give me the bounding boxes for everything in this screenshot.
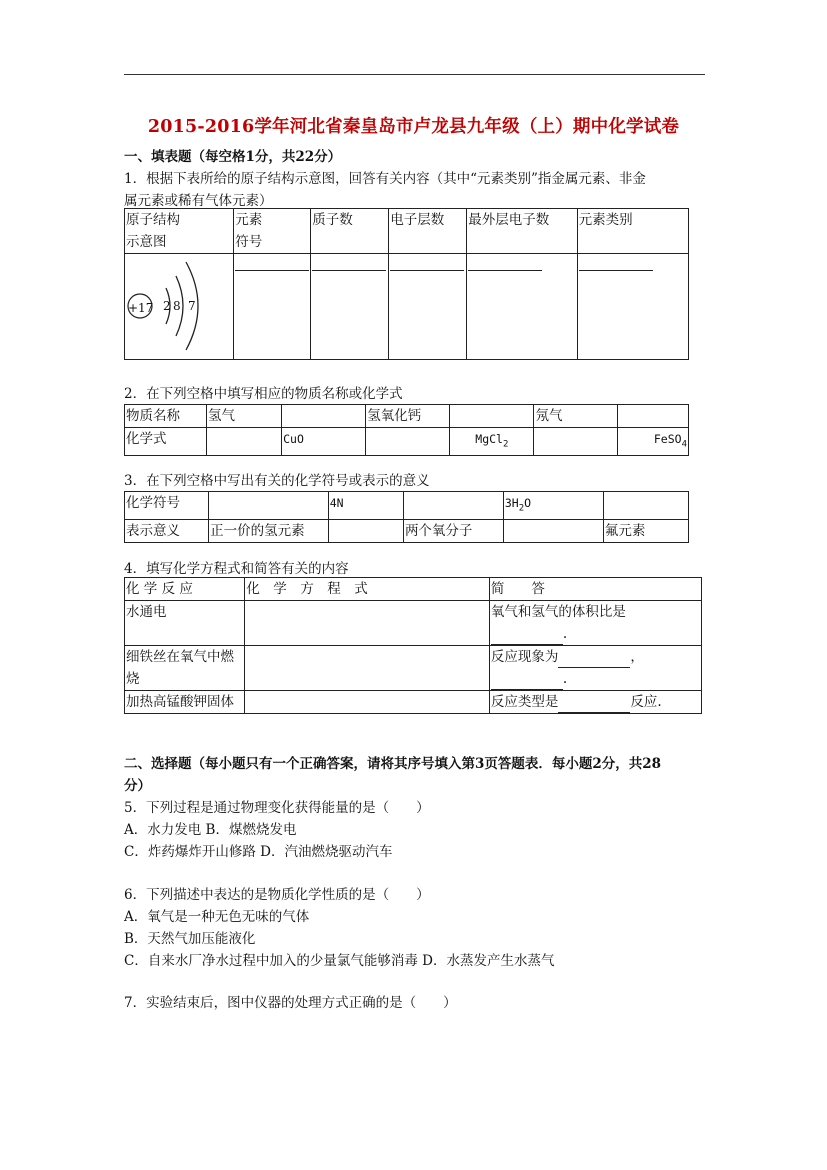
- q3-two-oxygen-molecules: 两个氧分子: [403, 520, 503, 543]
- q2-hydrogen: 氢气: [207, 405, 282, 428]
- q4-reaction-iron: 细铁丝在氧气中燃烧: [125, 646, 245, 691]
- q3-table: [124, 491, 689, 543]
- section1-heading: 一、填表题（每空格1分，共22分）: [124, 149, 342, 165]
- q2-calcium-hydroxide: 氢氧化钙: [366, 405, 450, 428]
- q1-answer-symbol[interactable]: [234, 254, 311, 360]
- q4-header-equation: 化 学 方 程 式: [245, 578, 490, 601]
- q1-atom-diagram-cell: [125, 254, 234, 360]
- q3-3h2o: $3H_2O$: [503, 492, 603, 520]
- q3-blank-meaning-1[interactable]: [328, 520, 403, 543]
- q5-options-cd[interactable]: C．炸药爆炸开山修路 D．汽油燃烧驱动汽车: [124, 844, 393, 860]
- q4-answer-2-comma: ，: [630, 649, 644, 665]
- q4-answer-1-text: 氧气和氢气的体积比是: [490, 604, 626, 620]
- q3-blank-symbol-1[interactable]: [209, 492, 329, 520]
- q1-answer-category[interactable]: [577, 254, 688, 360]
- q2-blank-name-3[interactable]: [618, 405, 689, 428]
- q4-answer-3-text: 反应类型是: [490, 694, 559, 710]
- q2-blank-name-2[interactable]: [450, 405, 534, 428]
- q7-stem: 7．实验结束后，图中仪器的处理方式正确的是（ ）: [124, 995, 457, 1011]
- q1-header-diagram: 原子结构 示意图: [125, 209, 234, 254]
- shell-3-electrons: 7: [188, 299, 196, 313]
- q4-reaction-electrolysis: 水通电: [125, 601, 245, 646]
- q5-stem: 5．下列过程是通过物理变化获得能量的是（ ）: [124, 800, 430, 816]
- q3-label-meaning: 表示意义: [125, 520, 209, 543]
- q5-options-ab[interactable]: A．水力发电 B．煤燃烧发电: [124, 822, 297, 838]
- q6-option-b[interactable]: B．天然气加压能液化: [124, 931, 256, 947]
- exam-title: 2015-2016学年河北省秦皇岛市卢龙县九年级（上）期中化学试卷: [147, 117, 680, 137]
- q3-blank-symbol-2[interactable]: [403, 492, 503, 520]
- q2-feso4: FeSO$_4$: [618, 428, 689, 456]
- q4-answer-1: [489, 601, 701, 646]
- q2-blank-formula-3[interactable]: [534, 428, 618, 456]
- q2-table: [124, 404, 689, 456]
- q1-header-outer-electrons: 最外层电子数: [467, 209, 577, 254]
- q4-header-reaction: 化 学 反 应: [125, 578, 245, 601]
- q4-answer-2-end: .: [562, 671, 568, 687]
- answer-blank[interactable]: [579, 270, 653, 271]
- q4-equation-blank-1[interactable]: [245, 601, 490, 646]
- q2-intro: 2．在下列空格中填写相应的物质名称或化学式: [124, 386, 403, 402]
- atom-nucleus-label: +17: [128, 301, 154, 315]
- answer-blank[interactable]: [491, 675, 563, 690]
- q1-text-line2: 属元素或稀有气体元素）: [124, 193, 273, 209]
- q4-answer-2-text: 反应现象为: [490, 649, 559, 665]
- q2-blank-formula-1[interactable]: [207, 428, 282, 456]
- q3-positive-hydrogen: 正一价的氢元素: [209, 520, 329, 543]
- q4-equation-blank-3[interactable]: [245, 691, 490, 714]
- answer-blank[interactable]: [312, 270, 386, 271]
- q4-intro: 4．填写化学方程式和简答有关的内容: [124, 561, 349, 577]
- q3-blank-meaning-2[interactable]: [503, 520, 603, 543]
- q2-blank-formula-2[interactable]: [366, 428, 450, 456]
- q1-text-line1: 1．根据下表所给的原子结构示意图，回答有关内容（其中“元素类别”指金属元素、非金: [124, 171, 646, 187]
- q1-header-category: 元素类别: [577, 209, 688, 254]
- q2-label-formula: 化学式: [125, 428, 207, 456]
- answer-blank[interactable]: [235, 270, 309, 271]
- q4-header-answer: 简 答: [489, 578, 701, 601]
- q1-answer-outer-electrons[interactable]: [467, 254, 577, 360]
- answer-blank[interactable]: [390, 270, 464, 271]
- answer-blank[interactable]: [558, 653, 630, 668]
- q4-equation-blank-2[interactable]: [245, 646, 490, 691]
- q4-answer-3-end: 反应.: [630, 694, 662, 710]
- q4-reaction-kmno4: 加热高锰酸钾固体: [125, 691, 245, 714]
- q3-fluorine: 氟元素: [603, 520, 688, 543]
- q1-header-protons: 质子数: [311, 209, 389, 254]
- section2-heading-line1: 二、选择题（每小题只有一个正确答案，请将其序号填入第3页答题表．每小题2分，共28: [124, 756, 662, 772]
- q4-answer-3: [489, 691, 701, 714]
- q1-answer-shells[interactable]: [389, 254, 467, 360]
- q2-neon: 氖气: [534, 405, 618, 428]
- section2-heading-line2: 分）: [124, 778, 151, 794]
- q6-stem: 6．下列描述中表达的是物质化学性质的是（ ）: [124, 887, 430, 903]
- q3-4n: 4N: [328, 492, 403, 520]
- atom-structure-diagram: [126, 254, 232, 358]
- q3-label-symbol: 化学符号: [125, 492, 209, 520]
- answer-blank[interactable]: [558, 698, 630, 713]
- q4-table: [124, 577, 702, 714]
- header-rule: [124, 74, 705, 75]
- q3-blank-symbol-3[interactable]: [603, 492, 688, 520]
- shell-2-electrons: 8: [173, 299, 181, 313]
- q4-answer-1-end: .: [562, 626, 568, 642]
- q1-table: [124, 208, 689, 360]
- q6-options-cd[interactable]: C．自来水厂净水过程中加入的少量氯气能够消毒 D．水蒸发产生水蒸气: [124, 953, 555, 969]
- answer-blank[interactable]: [468, 270, 542, 271]
- shell-1-electrons: 2: [163, 299, 171, 313]
- q1-header-shells: 电子层数: [389, 209, 467, 254]
- q1-answer-protons[interactable]: [311, 254, 389, 360]
- q1-header-symbol: 元素 符号: [234, 209, 311, 254]
- q2-cuo: CuO: [282, 428, 366, 456]
- answer-blank[interactable]: [491, 630, 563, 645]
- q2-mgcl2: MgCl$_2$: [450, 428, 534, 456]
- q3-intro: 3．在下列空格中写出有关的化学符号或表示的意义: [124, 473, 430, 489]
- q6-option-a[interactable]: A．氧气是一种无色无味的气体: [124, 909, 310, 925]
- q2-blank-name-1[interactable]: [282, 405, 366, 428]
- q4-answer-2: [489, 646, 701, 691]
- q2-label-name: 物质名称: [125, 405, 207, 428]
